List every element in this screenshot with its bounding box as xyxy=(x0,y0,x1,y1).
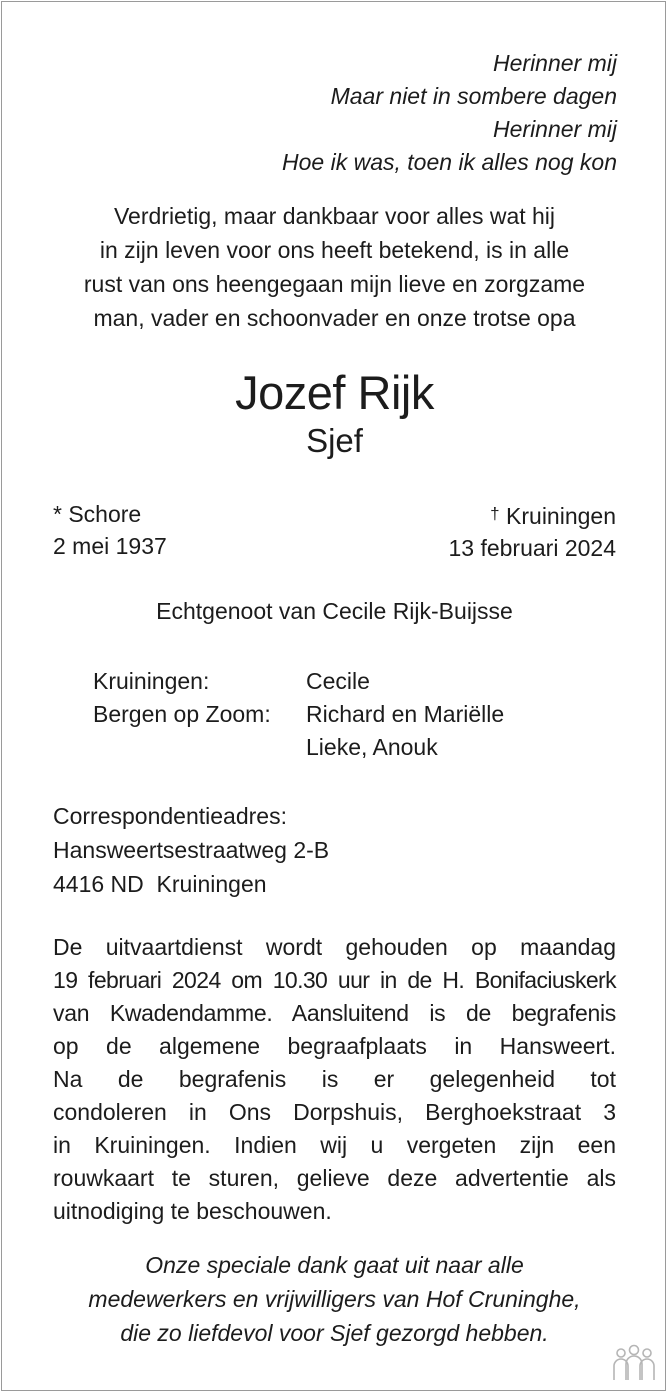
funeral-details xyxy=(53,931,616,1228)
spouse-line: Echtgenoot van Cecile Rijk-Buijsse xyxy=(156,598,513,624)
funeral-line: rouwkaart te sturen, gelieve deze advertentie als xyxy=(53,1165,616,1191)
funeral-line: in Kruiningen. Indien wij u vergeten zijn een xyxy=(53,1132,616,1158)
address-label: Correspondentieadres: xyxy=(53,803,287,829)
intro-text xyxy=(0,199,669,335)
death-symbol: † xyxy=(490,504,500,523)
intro-line: Verdrietig, maar dankbaar voor alles wat hij xyxy=(113,203,556,229)
birth-date: 2 mei 1937 xyxy=(53,533,167,559)
funeral-line: van Kwadendamme. Aansluitend is de begrafenis xyxy=(53,1000,616,1026)
correspondence-address xyxy=(53,799,329,901)
funeral-line: condoleren in Ons Dorpshuis, Berghoekstraat 3 xyxy=(53,1099,616,1125)
thanks-line: die zo liefdevol voor Sjef gezorgd hebben. xyxy=(120,1320,549,1346)
address-city: 4416 ND Kruiningen xyxy=(53,871,267,897)
family-place: Bergen op Zoom: xyxy=(93,701,271,727)
family-place xyxy=(93,731,306,764)
funeral-line: Na de begrafenis is er gelegenheid tot xyxy=(53,1066,616,1092)
thanks-line: medewerkers en vrijwilligers van Hof Cruninghe, xyxy=(88,1286,581,1312)
family-row xyxy=(93,698,504,731)
funeral-line: 19 februari 2024 om 10.30 uur in de H. Bonifaciuskerk xyxy=(53,967,616,993)
poem-line: Herinner mij xyxy=(493,50,617,76)
funeral-line: op de algemene begraafplaats in Hansweert. xyxy=(53,1033,616,1059)
family-list xyxy=(93,665,504,764)
poem xyxy=(282,47,617,179)
family-names: Lieke, Anouk xyxy=(306,734,438,760)
poem-line: Herinner mij xyxy=(493,116,617,142)
family-group-icon xyxy=(611,1344,657,1382)
intro-line: in zijn leven voor ons heeft betekend, is in alle xyxy=(99,237,570,263)
poem-line: Maar niet in sombere dagen xyxy=(330,83,617,109)
poem-line: Hoe ik was, toen ik alles nog kon xyxy=(282,149,617,175)
birth-info xyxy=(53,498,167,562)
intro-line: man, vader en schoonvader en onze trotse opa xyxy=(93,305,576,331)
family-row xyxy=(93,731,504,764)
thanks-note xyxy=(0,1248,669,1350)
family-names: Richard en Mariëlle xyxy=(306,701,505,727)
family-names: Cecile xyxy=(306,668,370,694)
birth-place: Schore xyxy=(68,501,142,527)
address-street: Hansweertsestraatweg 2-B xyxy=(53,837,330,863)
deceased-nickname: Sjef xyxy=(306,422,363,459)
thanks-line: Onze speciale dank gaat uit naar alle xyxy=(145,1252,524,1278)
birth-symbol: * xyxy=(53,501,62,527)
death-place: Kruiningen xyxy=(506,503,616,529)
family-row xyxy=(93,665,504,698)
funeral-line: uitnodiging te beschouwen. xyxy=(53,1198,332,1224)
death-date: 13 februari 2024 xyxy=(448,535,616,561)
death-info xyxy=(448,498,616,564)
intro-line: rust van ons heengegaan mijn lieve en zorgzame xyxy=(83,271,586,297)
funeral-line: De uitvaartdienst wordt gehouden op maandag xyxy=(53,934,616,960)
family-place: Kruiningen: xyxy=(93,668,210,694)
deceased-name: Jozef Rijk xyxy=(235,366,434,419)
